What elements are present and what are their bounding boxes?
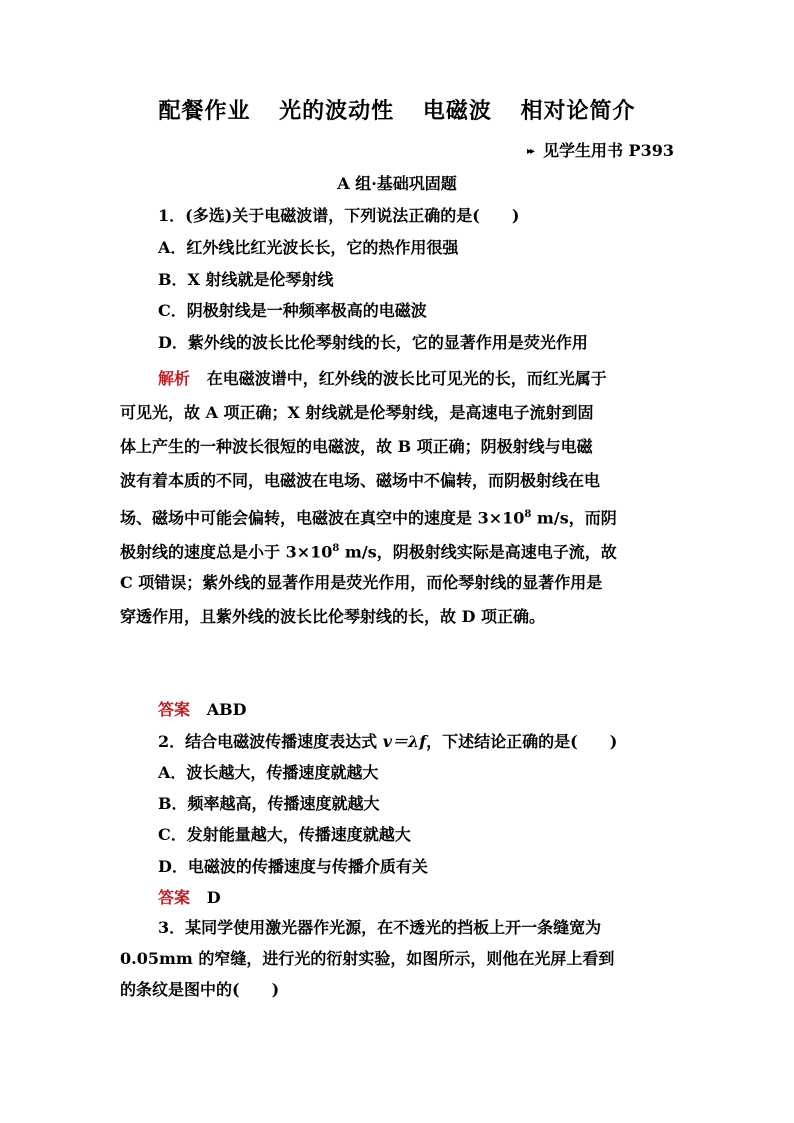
answer-value: D (206, 888, 221, 907)
title-part-3: 电磁波 (422, 98, 492, 124)
page-title (0, 94, 794, 125)
analysis-line: 可见光，故 A 项正确；X 射线就是伦琴射线，是高速电子流射到固 (120, 403, 594, 422)
question-1-option-d: D．紫外线的波长比伦琴射线的长，它的显著作用是荧光作用 (158, 333, 588, 352)
answer-1 (158, 697, 247, 720)
question-2-option-b: B．频率越高，传播速度就越大 (158, 794, 380, 813)
answer-2 (158, 885, 221, 908)
analysis-line: 场、磁场中可能会偏转，电磁波在真空中的速度是 3×10 (120, 508, 525, 528)
analysis-line: 在电磁波谱中，红外线的波长比可见光的长，而红光属于 (206, 369, 607, 388)
analysis-line: 体上产生的一种波长很短的电磁波，故 B 项正确；阴极射线与电磁 (120, 437, 593, 456)
question-2-stem-prefix: 2．结合电磁波传播速度表达式 (158, 732, 383, 751)
question-1-option-a: A．红外线比红光波长长，它的热作用很强 (158, 238, 459, 257)
analysis-line: C 项错误；紫外线的显著作用是荧光作用，而伦琴射线的显著作用是 (120, 573, 603, 592)
answer-value: ABD (206, 700, 247, 719)
title-part-1: 配餐作业 (158, 98, 251, 124)
section-heading: A 组·基础巩固题 (337, 174, 457, 193)
answer-label: 答案 (158, 888, 191, 907)
book-reference-text: 见学生用书 P393 (542, 141, 674, 160)
question-2-option-c: C．发射能量越大，传播速度就越大 (158, 825, 411, 844)
question-3-line: 3．某同学使用激光器作光源，在不透光的挡板上开一条缝宽为 (158, 918, 602, 937)
question-2-option-a: A．波长越大，传播速度就越大 (158, 763, 379, 782)
question-3 (120, 912, 678, 1005)
question-3-line: 的条纹是图中的( ) (120, 980, 280, 999)
exponent: 8 (524, 509, 532, 520)
analysis-line: 穿透作用，且紫外线的波长比伦琴射线的长，故 D 项正确。 (120, 607, 546, 626)
book-reference (527, 138, 674, 161)
question-1-option-c: C．阴极射线是一种频率极高的电磁波 (158, 301, 427, 320)
question-2-option-d: D．电磁波的传播速度与传播介质有关 (158, 857, 428, 876)
analysis-label: 解析 (158, 369, 191, 388)
speed-formula: v＝λf (382, 732, 427, 751)
question-2-stem (158, 729, 617, 752)
exponent: 8 (332, 543, 340, 554)
answer-label: 答案 (158, 700, 191, 719)
analysis-line: m/s，阴极射线实际是高速电子流，故 (339, 542, 617, 562)
analysis-paragraph (120, 362, 678, 634)
question-2-stem-suffix: ，下述结论正确的是( ) (426, 732, 618, 751)
question-1-stem: 1．(多选)关于电磁波谱，下列说法正确的是( ) (158, 206, 520, 225)
question-1-option-b: B．X 射线就是伦琴射线 (158, 270, 334, 289)
title-part-4: 相对论简介 (520, 98, 636, 124)
double-arrow-icon: ▸▸ (526, 146, 533, 157)
analysis-line: 波有着本质的不同，电磁波在电场、磁场中不偏转，而阴极射线在电 (120, 471, 601, 490)
analysis-line: m/s，而阴 (531, 508, 617, 528)
question-3-line: 0.05mm 的窄缝，进行光的衍射实验，如图所示，则他在光屏上看到 (120, 949, 615, 968)
title-part-2: 光的波动性 (279, 98, 395, 124)
analysis-line: 极射线的速度总是小于 3×10 (120, 542, 333, 562)
